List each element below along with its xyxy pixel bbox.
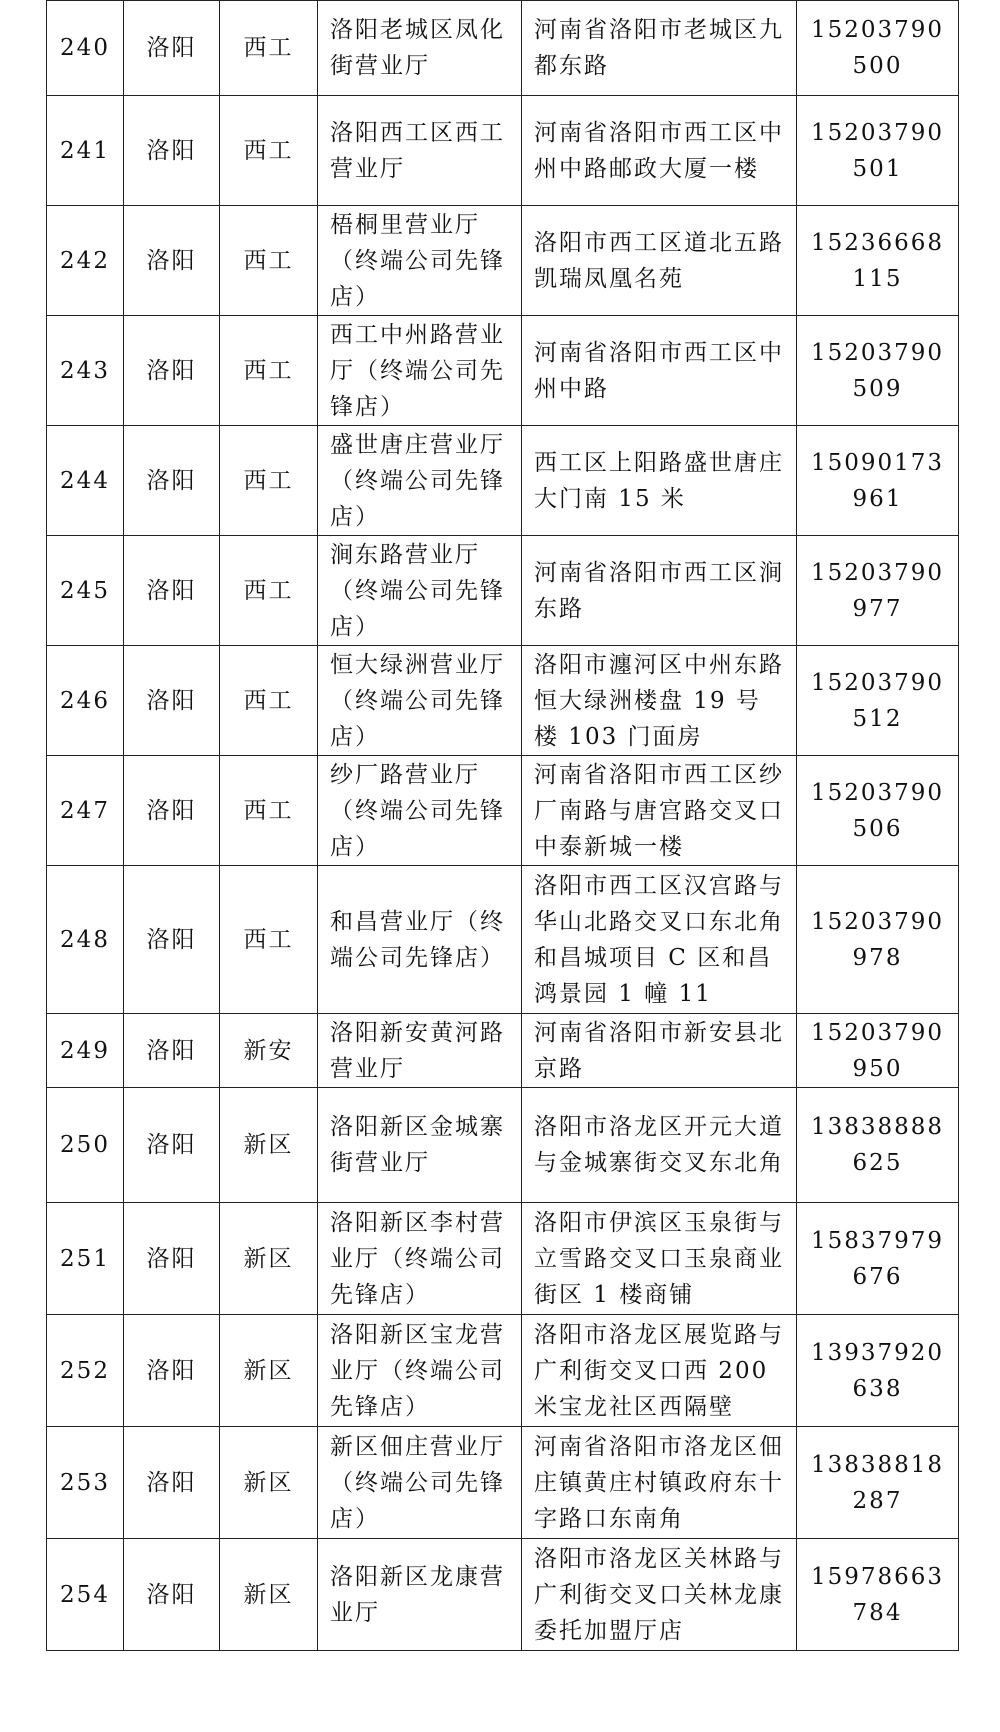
phone-cell: 13838818287 bbox=[797, 1427, 959, 1539]
phone-cell: 15203790978 bbox=[797, 866, 959, 1014]
district-cell: 西工 bbox=[220, 756, 318, 866]
phone-cell: 15203790506 bbox=[797, 756, 959, 866]
city-cell: 洛阳 bbox=[124, 96, 220, 206]
row-number-cell: 249 bbox=[47, 1014, 124, 1088]
phone-cell: 15090173961 bbox=[797, 426, 959, 536]
store-name-cell: 和昌营业厅（终端公司先锋店） bbox=[318, 866, 522, 1014]
city-cell: 洛阳 bbox=[124, 1427, 220, 1539]
address-cell: 洛阳市洛龙区展览路与广利街交叉口西 200 米宝龙社区西隔壁 bbox=[522, 1315, 797, 1427]
row-number-cell: 242 bbox=[47, 206, 124, 316]
table-row bbox=[47, 536, 959, 646]
table-row bbox=[47, 1014, 959, 1088]
address-cell: 河南省洛阳市洛龙区佃庄镇黄庄村镇政府东十字路口东南角 bbox=[522, 1427, 797, 1539]
district-cell: 西工 bbox=[220, 866, 318, 1014]
address-cell: 河南省洛阳市西工区纱厂南路与唐宫路交叉口中泰新城一楼 bbox=[522, 756, 797, 866]
phone-cell: 15203790950 bbox=[797, 1014, 959, 1088]
district-cell: 西工 bbox=[220, 206, 318, 316]
store-name-cell: 盛世唐庄营业厅（终端公司先锋店） bbox=[318, 426, 522, 536]
phone-cell: 15203790500 bbox=[797, 1, 959, 96]
city-cell: 洛阳 bbox=[124, 756, 220, 866]
city-cell: 洛阳 bbox=[124, 1014, 220, 1088]
row-number-cell: 247 bbox=[47, 756, 124, 866]
district-cell: 西工 bbox=[220, 646, 318, 756]
store-name-cell: 洛阳新安黄河路营业厅 bbox=[318, 1014, 522, 1088]
store-name-cell: 新区佃庄营业厅（终端公司先锋店） bbox=[318, 1427, 522, 1539]
phone-cell: 15203790501 bbox=[797, 96, 959, 206]
store-name-cell: 西工中州路营业厅（终端公司先锋店） bbox=[318, 316, 522, 426]
address-cell: 河南省洛阳市西工区中州中路邮政大厦一楼 bbox=[522, 96, 797, 206]
store-name-cell: 洛阳新区龙康营业厅 bbox=[318, 1539, 522, 1651]
address-cell: 河南省洛阳市西工区中州中路 bbox=[522, 316, 797, 426]
district-cell: 西工 bbox=[220, 426, 318, 536]
city-cell: 洛阳 bbox=[124, 1, 220, 96]
table-row bbox=[47, 1088, 959, 1203]
store-name-cell: 恒大绿洲营业厅（终端公司先锋店） bbox=[318, 646, 522, 756]
row-number-cell: 252 bbox=[47, 1315, 124, 1427]
address-cell: 洛阳市洛龙区关林路与广利街交叉口关林龙康委托加盟厅店 bbox=[522, 1539, 797, 1651]
table-row bbox=[47, 96, 959, 206]
address-cell: 洛阳市西工区汉宫路与华山北路交叉口东北角和昌城项目 C 区和昌鸿景园 1 幢 11 bbox=[522, 866, 797, 1014]
district-cell: 新区 bbox=[220, 1203, 318, 1315]
district-cell: 西工 bbox=[220, 96, 318, 206]
store-name-cell: 洛阳西工区西工营业厅 bbox=[318, 96, 522, 206]
district-cell: 新区 bbox=[220, 1315, 318, 1427]
table-row bbox=[47, 426, 959, 536]
table-row bbox=[47, 1, 959, 96]
table-row bbox=[47, 1539, 959, 1651]
address-cell: 河南省洛阳市老城区九都东路 bbox=[522, 1, 797, 96]
city-cell: 洛阳 bbox=[124, 1315, 220, 1427]
phone-cell: 15837979676 bbox=[797, 1203, 959, 1315]
row-number-cell: 253 bbox=[47, 1427, 124, 1539]
city-cell: 洛阳 bbox=[124, 1088, 220, 1203]
table-row bbox=[47, 1427, 959, 1539]
table-row bbox=[47, 756, 959, 866]
row-number-cell: 244 bbox=[47, 426, 124, 536]
address-cell: 河南省洛阳市西工区涧东路 bbox=[522, 536, 797, 646]
store-name-cell: 洛阳老城区凤化街营业厅 bbox=[318, 1, 522, 96]
row-number-cell: 241 bbox=[47, 96, 124, 206]
table-row bbox=[47, 206, 959, 316]
phone-cell: 15203790509 bbox=[797, 316, 959, 426]
district-cell: 新区 bbox=[220, 1539, 318, 1651]
city-cell: 洛阳 bbox=[124, 426, 220, 536]
address-cell: 洛阳市西工区道北五路凯瑞凤凰名苑 bbox=[522, 206, 797, 316]
table-row bbox=[47, 646, 959, 756]
city-cell: 洛阳 bbox=[124, 536, 220, 646]
district-cell: 新安 bbox=[220, 1014, 318, 1088]
district-cell: 西工 bbox=[220, 316, 318, 426]
address-cell: 西工区上阳路盛世唐庄大门南 15 米 bbox=[522, 426, 797, 536]
row-number-cell: 243 bbox=[47, 316, 124, 426]
district-cell: 新区 bbox=[220, 1088, 318, 1203]
store-table-body bbox=[47, 1, 959, 1651]
phone-cell: 13838888625 bbox=[797, 1088, 959, 1203]
store-table bbox=[46, 0, 959, 1651]
store-name-cell: 洛阳新区宝龙营业厅（终端公司先锋店） bbox=[318, 1315, 522, 1427]
store-name-cell: 洛阳新区金城寨街营业厅 bbox=[318, 1088, 522, 1203]
table-row bbox=[47, 1315, 959, 1427]
table-row bbox=[47, 316, 959, 426]
phone-cell: 15203790977 bbox=[797, 536, 959, 646]
city-cell: 洛阳 bbox=[124, 1539, 220, 1651]
store-name-cell: 梧桐里营业厅（终端公司先锋店） bbox=[318, 206, 522, 316]
row-number-cell: 250 bbox=[47, 1088, 124, 1203]
phone-cell: 13937920638 bbox=[797, 1315, 959, 1427]
row-number-cell: 251 bbox=[47, 1203, 124, 1315]
store-name-cell: 涧东路营业厅（终端公司先锋店） bbox=[318, 536, 522, 646]
table-row bbox=[47, 866, 959, 1014]
district-cell: 新区 bbox=[220, 1427, 318, 1539]
city-cell: 洛阳 bbox=[124, 316, 220, 426]
district-cell: 西工 bbox=[220, 536, 318, 646]
phone-cell: 15978663784 bbox=[797, 1539, 959, 1651]
phone-cell: 15203790512 bbox=[797, 646, 959, 756]
phone-cell: 15236668115 bbox=[797, 206, 959, 316]
address-cell: 洛阳市洛龙区开元大道与金城寨街交叉东北角 bbox=[522, 1088, 797, 1203]
store-name-cell: 洛阳新区李村营业厅（终端公司先锋店） bbox=[318, 1203, 522, 1315]
city-cell: 洛阳 bbox=[124, 1203, 220, 1315]
row-number-cell: 240 bbox=[47, 1, 124, 96]
table-row bbox=[47, 1203, 959, 1315]
city-cell: 洛阳 bbox=[124, 866, 220, 1014]
address-cell: 洛阳市瀍河区中州东路恒大绿洲楼盘 19 号楼 103 门面房 bbox=[522, 646, 797, 756]
row-number-cell: 246 bbox=[47, 646, 124, 756]
district-cell: 西工 bbox=[220, 1, 318, 96]
row-number-cell: 248 bbox=[47, 866, 124, 1014]
address-cell: 洛阳市伊滨区玉泉街与立雪路交叉口玉泉商业街区 1 楼商铺 bbox=[522, 1203, 797, 1315]
city-cell: 洛阳 bbox=[124, 206, 220, 316]
city-cell: 洛阳 bbox=[124, 646, 220, 756]
row-number-cell: 245 bbox=[47, 536, 124, 646]
address-cell: 河南省洛阳市新安县北京路 bbox=[522, 1014, 797, 1088]
row-number-cell: 254 bbox=[47, 1539, 124, 1651]
store-name-cell: 纱厂路营业厅（终端公司先锋店） bbox=[318, 756, 522, 866]
